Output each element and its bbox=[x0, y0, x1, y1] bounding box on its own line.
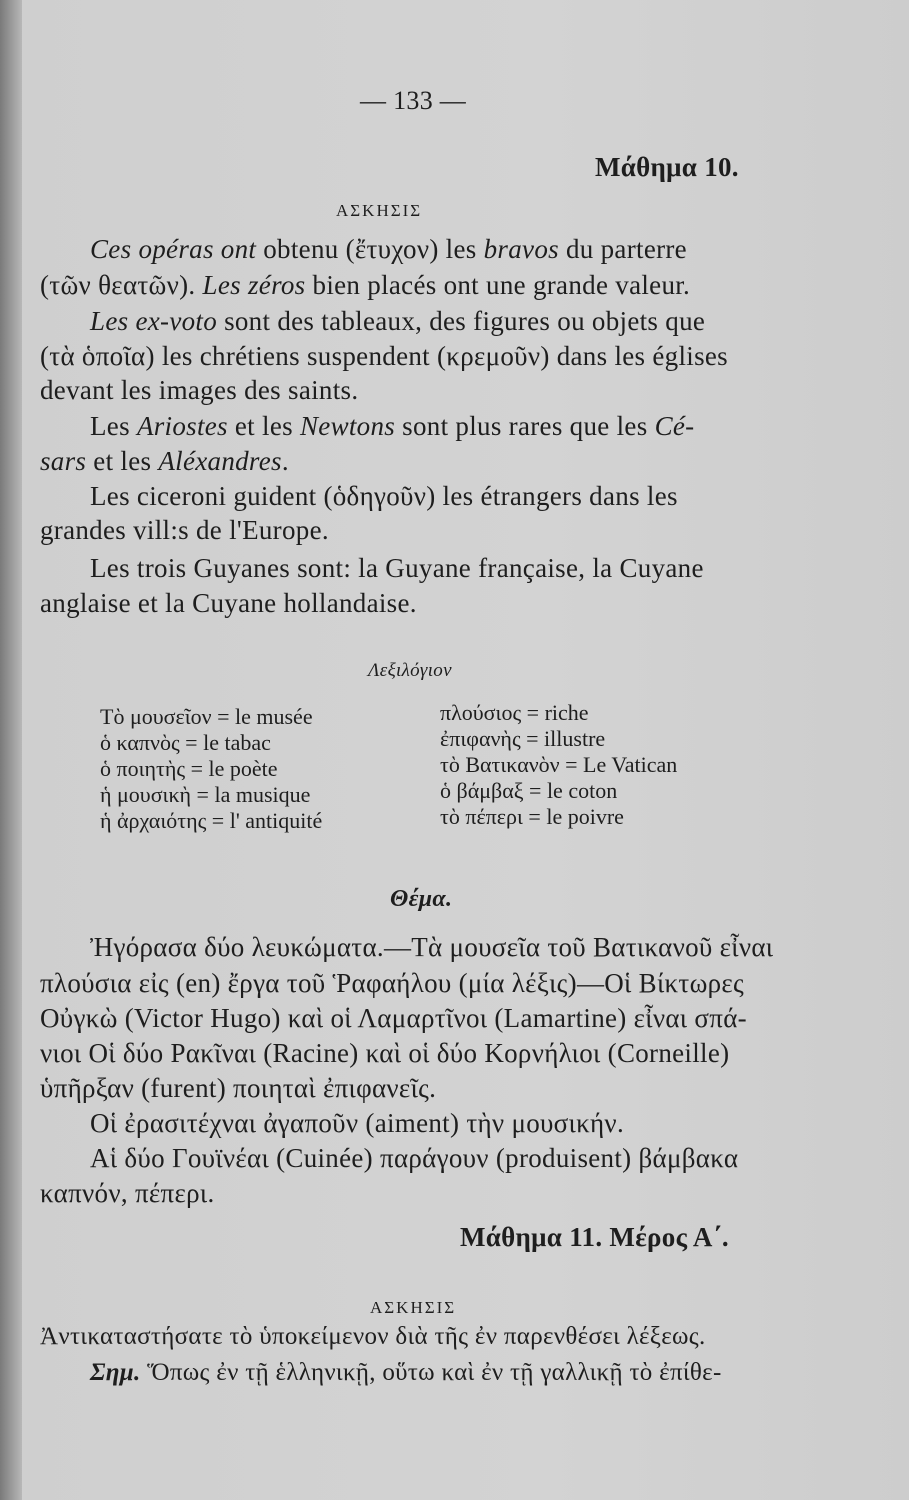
text-span: obtenu (ἔτυχον) les bbox=[256, 234, 484, 264]
text-span: du parterre bbox=[558, 234, 687, 264]
text-span: . bbox=[281, 446, 289, 476]
lesson-11-heading: Μάθημα 11. Μέρος Α΄. bbox=[460, 1222, 729, 1252]
vocab-entry: ὁ βάμβαξ = le coton bbox=[440, 778, 618, 803]
thema-line-4: νιοι Οἱ δύο Ρακῖναι (Racine) καὶ οἱ δύο Κορνήλιοι (Corneille) bbox=[40, 1038, 730, 1068]
thema-line-2: πλούσια εἰς (en) ἔργα τοῦ Ῥαφαήλου (μία λέξις)—Οἱ Βίκτωρες bbox=[40, 968, 745, 998]
text-line-5: devant les images des saints. bbox=[40, 375, 359, 405]
exercise-title: ΑΣΚΗΣΙΣ bbox=[336, 201, 423, 220]
vocab-entry: πλούσιος = riche bbox=[440, 700, 589, 725]
vocabulary-left-column bbox=[100, 704, 322, 834]
text-line-2 bbox=[40, 270, 690, 300]
text-italic: Les ex-voto bbox=[90, 306, 218, 336]
vocab-entry: Τὸ μουσεῖον = le musée bbox=[100, 704, 313, 729]
note-line bbox=[90, 1358, 722, 1388]
instruction-line: Ἀντικαταστήσατε τὸ ὑποκείμενον διὰ τῆς ἐν παρενθέσει λέξεως. bbox=[40, 1323, 706, 1350]
thema-line-3: Οὐγκὼ (Victor Hugo) καὶ οἱ Λαμαρτῖνοι (Lamartine) εἶναι σπά- bbox=[40, 1003, 747, 1033]
text-span: et les bbox=[227, 411, 300, 441]
text-italic: Cé- bbox=[654, 411, 695, 441]
vocabulary-title: Λεξιλόγιον bbox=[368, 660, 452, 681]
thema-line-5: ὑπῆρξαν (furent) ποιηταὶ ἐπιφανεῖς. bbox=[40, 1073, 437, 1103]
text-italic: Ces opéras ont bbox=[90, 234, 257, 264]
note-text: Ὅπως ἐν τῇ ἑλληνικῇ, οὕτω καὶ ἐν τῇ γαλλικῇ τὸ ἐπίθε- bbox=[140, 1359, 722, 1386]
text-line-1 bbox=[90, 234, 687, 264]
vocab-entry: τὸ πέπερι = le poivre bbox=[440, 804, 624, 829]
thema-line-8: καπνόν, πέπερι. bbox=[40, 1178, 215, 1208]
text-line-10: Les trois Guyanes sont: la Guyane française, la Cuyane bbox=[90, 553, 704, 583]
text-line-6 bbox=[90, 411, 694, 441]
text-span: sont plus rares que les bbox=[395, 411, 655, 441]
thema-line-1: Ἠγόρασα δύο λευκώματα.—Τὰ μουσεῖα τοῦ Βατικανοῦ εἶναι bbox=[90, 932, 774, 962]
page-number: — 133 — bbox=[360, 86, 467, 115]
text-span: sont des tableaux, des figures ou objets que bbox=[217, 306, 706, 336]
text-line-3 bbox=[90, 306, 705, 336]
text-italic: Aléxandres bbox=[158, 446, 282, 476]
text-span: bien placés ont une grande valeur. bbox=[305, 270, 691, 300]
thema-line-7: Αἱ δύο Γουϊνέαι (Cuinée) παράγουν (produisent) βάμβακα bbox=[90, 1143, 739, 1173]
text-italic: bravos bbox=[483, 234, 559, 264]
text-italic: sars bbox=[40, 446, 87, 476]
note-label: Σημ. bbox=[90, 1359, 141, 1386]
text-italic: Les zéros bbox=[202, 270, 306, 300]
text-italic: Ariostes bbox=[136, 411, 228, 441]
page-binding-shadow bbox=[0, 0, 22, 1500]
vocab-entry: ἐπιφανὴς = illustre bbox=[440, 726, 606, 751]
text-span: Les bbox=[90, 411, 137, 441]
text-line-4: (τὰ ὁποῖα) les chrétiens suspendent (κρεμοῦν) dans les églises bbox=[40, 341, 728, 371]
thema-title: Θέμα. bbox=[390, 886, 453, 912]
lesson-10-heading: Μάθημα 10. bbox=[595, 152, 739, 182]
vocab-entry: ἡ μουσικὴ = la musique bbox=[100, 782, 311, 807]
exercise-title-2: ΑΣΚΗΣΙΣ bbox=[370, 1298, 457, 1317]
text-line-9: grandes vill:s de l'Europe. bbox=[40, 515, 329, 545]
vocab-entry: τὸ Βατικανὸν = Le Vatican bbox=[440, 752, 678, 777]
text-line-7 bbox=[40, 446, 289, 476]
text-line-8: Les ciceroni guident (ὁδηγοῦν) les étrangers dans les bbox=[90, 481, 678, 511]
thema-line-6: Οἱ ἐρασιτέχναι ἀγαποῦν (aiment) τὴν μουσικήν. bbox=[90, 1108, 624, 1138]
text-line-11: anglaise et la Cuyane hollandaise. bbox=[40, 588, 417, 618]
vocab-entry: ἡ ἀρχαιότης = l' antiquité bbox=[100, 808, 323, 833]
text-span: (τῶν θεατῶν). bbox=[40, 270, 203, 300]
vocabulary-right-column bbox=[440, 700, 677, 830]
text-span: et les bbox=[86, 446, 159, 476]
text-italic: Newtons bbox=[299, 411, 396, 441]
vocab-entry: ὁ καπνὸς = le tabac bbox=[100, 730, 271, 755]
vocab-entry: ὁ ποιητὴς = le poète bbox=[100, 756, 278, 781]
